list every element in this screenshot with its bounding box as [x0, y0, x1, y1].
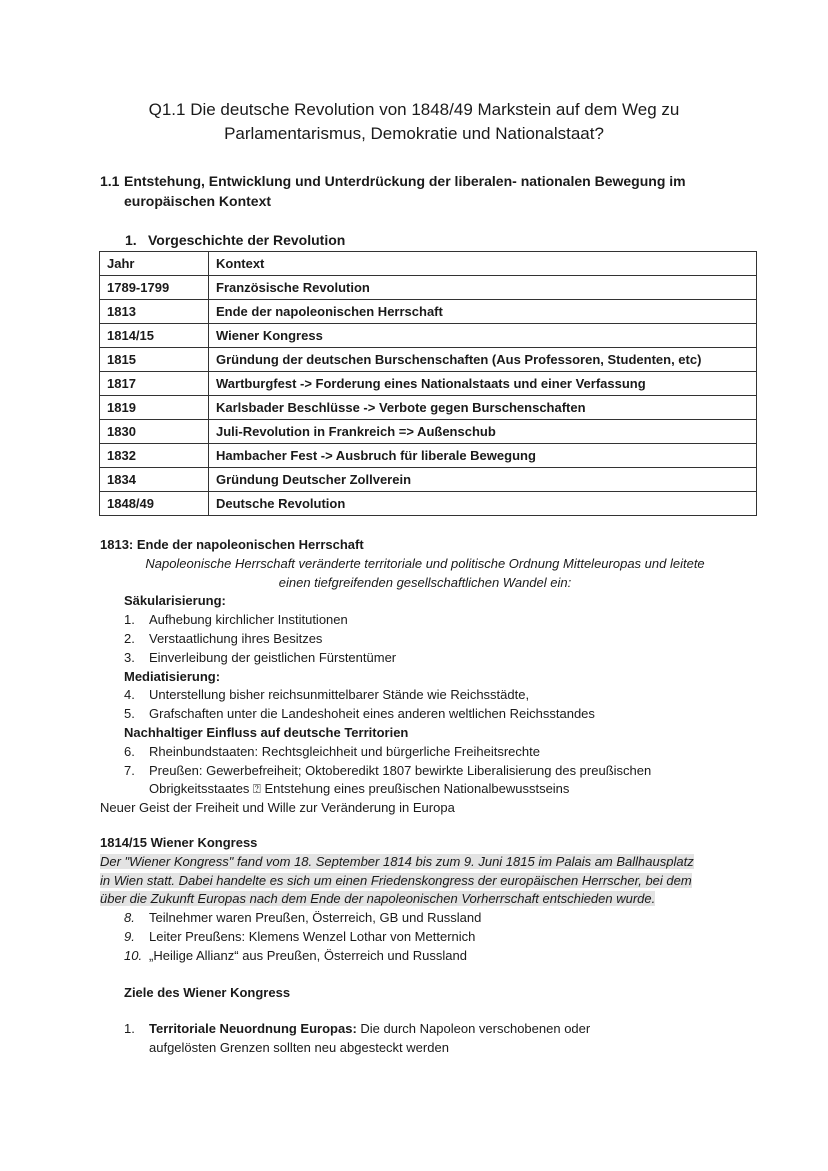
list-text: Teilnehmer waren Preußen, Österreich, GB und Russland [149, 910, 482, 926]
table-row [100, 324, 757, 348]
list-text: Unterstellung bisher reichsunmittelbarer Stände wie Reichsstädte, [149, 687, 530, 703]
subheading-mediatisierung: Mediatisierung: [124, 668, 221, 684]
paragraph-line-2: in Wien statt. Dabei handelte es sich um einen Friedenskongress der europäischen Herrscher, bei dem [100, 872, 692, 888]
list-number: 6. [124, 743, 135, 759]
list-item [100, 947, 750, 966]
list-number: 5. [124, 706, 135, 722]
table-cell-year: 1817 [100, 372, 209, 396]
table-cell-year: 1815 [100, 348, 209, 372]
highlighted-paragraph [100, 853, 732, 909]
section-1814 [100, 834, 750, 1058]
table-cell-context: Hambacher Fest -> Ausbruch für liberale Bewegung [209, 444, 757, 468]
list-item [100, 928, 750, 947]
list-text: Preußen: Gewerbefreiheit; Oktoberedikt 1807 bewirkte Liberalisierung des preußischen [149, 762, 652, 778]
table-row [100, 300, 757, 324]
section-1813-intro-line-2: einen tiefgreifenden gesellschaftlichen Wandel ein: [278, 574, 572, 590]
list-text: Verstaatlichung ihres Besitzes [149, 630, 323, 646]
title-line-1: Q1.1 Die deutsche Revolution von 1848/49 Markstein auf dem Weg zu [148, 100, 680, 119]
list-item [100, 743, 750, 762]
table-cell-context: Wartburgfest -> Forderung eines Nationalstaats und einer Verfassung [209, 372, 757, 396]
table-cell-context: Französische Revolution [209, 276, 757, 300]
list-item [100, 611, 750, 630]
subheading-saekularisierung: Säkularisierung: [124, 593, 226, 609]
section-heading-line-2: europäischen Kontext [124, 193, 272, 209]
table-cell-context: Gründung der deutschen Burschenschaften (Aus Professoren, Studenten, etc) [209, 348, 757, 372]
title-line-2: Parlamentarismus, Demokratie und Nationalstaat? [224, 124, 604, 143]
list-number: 1. [124, 612, 135, 628]
table-cell-year: 1789-1799 [100, 276, 209, 300]
list-number: 7. [124, 762, 135, 778]
table-cell-context: Ende der napoleonischen Herrschaft [209, 300, 757, 324]
table-row [100, 276, 757, 300]
list-text: Leiter Preußens: Klemens Wenzel Lothar von Metternich [149, 928, 476, 944]
list-text: Grafschaften unter die Landeshoheit eines anderen weltlichen Reichsstandes [149, 706, 595, 722]
list-text: Rheinbundstaaten: Rechtsgleichheit und bürgerliche Freiheitsrechte [149, 743, 540, 759]
list-item [100, 630, 750, 649]
list-item [100, 649, 750, 668]
table-row [100, 492, 757, 516]
subsection-number: 1. [125, 232, 137, 248]
section-heading-line-1: Entstehung, Entwicklung und Unterdrückung der liberalen- nationalen Bewegung im [124, 173, 686, 189]
table-cell-year: 1834 [100, 468, 209, 492]
paragraph-line-1: Der "Wiener Kongress" fand vom 18. September 1814 bis zum 9. Juni 1815 im Palais am Ballhausplatz [100, 853, 694, 869]
list-number: 4. [124, 687, 135, 703]
list-number: 10. [124, 947, 143, 963]
table-row [100, 372, 757, 396]
list-item [100, 705, 750, 724]
table-header-row [100, 252, 757, 276]
list-mediatisierung [100, 686, 750, 724]
table-cell-year: 1832 [100, 444, 209, 468]
table-cell-year: 1830 [100, 420, 209, 444]
table-cell-context: Karlsbader Beschlüsse -> Verbote gegen Burschenschaften [209, 396, 757, 420]
list-text: Aufhebung kirchlicher Institutionen [149, 612, 348, 628]
list-item [100, 762, 750, 800]
section-1813-intro-line-1: Napoleonische Herrschaft veränderte territoriale und politische Ordnung Mitteleuropas und leitete [145, 555, 705, 571]
subheading-einfluss: Nachhaltiger Einfluss auf deutsche Territorien [124, 724, 409, 740]
subsection-label: Vorgeschichte der Revolution [148, 232, 346, 248]
list-text-continued: Obrigkeitsstaates ⍰ Entstehung eines preußischen Nationalbewusstseins [149, 781, 570, 797]
timeline-table [99, 251, 757, 516]
list-text: Einverleibung der geistlichen Fürstentümer [149, 649, 397, 665]
list-number: 1. [124, 1021, 135, 1037]
goal-text-continued: aufgelösten Grenzen sollten neu abgesteckt werden [149, 1040, 449, 1056]
list-saekularisierung [100, 611, 750, 667]
table-cell-year: 1848/49 [100, 492, 209, 516]
list-einfluss [100, 743, 750, 799]
table-row [100, 444, 757, 468]
document-title [100, 98, 728, 146]
table-cell-year: 1814/15 [100, 324, 209, 348]
table-cell-context: Juli-Revolution in Frankreich => Außenschub [209, 420, 757, 444]
table-row [100, 396, 757, 420]
section-1813-heading: 1813: Ende der napoleonischen Herrschaft [100, 537, 364, 552]
table-header-context: Kontext [209, 252, 757, 276]
table-cell-context: Deutsche Revolution [209, 492, 757, 516]
section-1813-closing: Neuer Geist der Freiheit und Wille zur Veränderung in Europa [100, 800, 455, 816]
goal-title: Territoriale Neuordnung Europas: [149, 1021, 357, 1037]
list-number: 2. [124, 630, 135, 646]
goal-text: Die durch Napoleon verschobenen oder [356, 1021, 591, 1037]
table-row [100, 348, 757, 372]
paragraph-line-3: über die Zukunft Europas nach dem Ende der napoleonischen Vorherrschaft entschieden wurde. [100, 891, 656, 907]
section-number: 1.1 [100, 173, 120, 189]
subsection-heading [125, 232, 345, 248]
list-item [100, 1020, 750, 1058]
list-number: 3. [124, 649, 135, 665]
list-number: 9. [124, 928, 135, 944]
table-header-year: Jahr [100, 252, 209, 276]
table-cell-year: 1813 [100, 300, 209, 324]
list-item [100, 909, 750, 928]
section-heading [100, 171, 740, 211]
table-cell-context: Gründung Deutscher Zollverein [209, 468, 757, 492]
goals-heading: Ziele des Wiener Kongress [124, 984, 291, 1000]
section-1813 [100, 536, 750, 818]
list-text: „Heilige Allianz“ aus Preußen, Österreich und Russland [149, 947, 467, 963]
table-cell-year: 1819 [100, 396, 209, 420]
table-cell-context: Wiener Kongress [209, 324, 757, 348]
section-1814-heading: 1814/15 Wiener Kongress [100, 835, 258, 850]
list-kongress [100, 909, 750, 965]
list-number: 8. [124, 910, 135, 926]
list-item [100, 686, 750, 705]
table-row [100, 420, 757, 444]
table-row [100, 468, 757, 492]
list-goals [100, 1020, 750, 1058]
